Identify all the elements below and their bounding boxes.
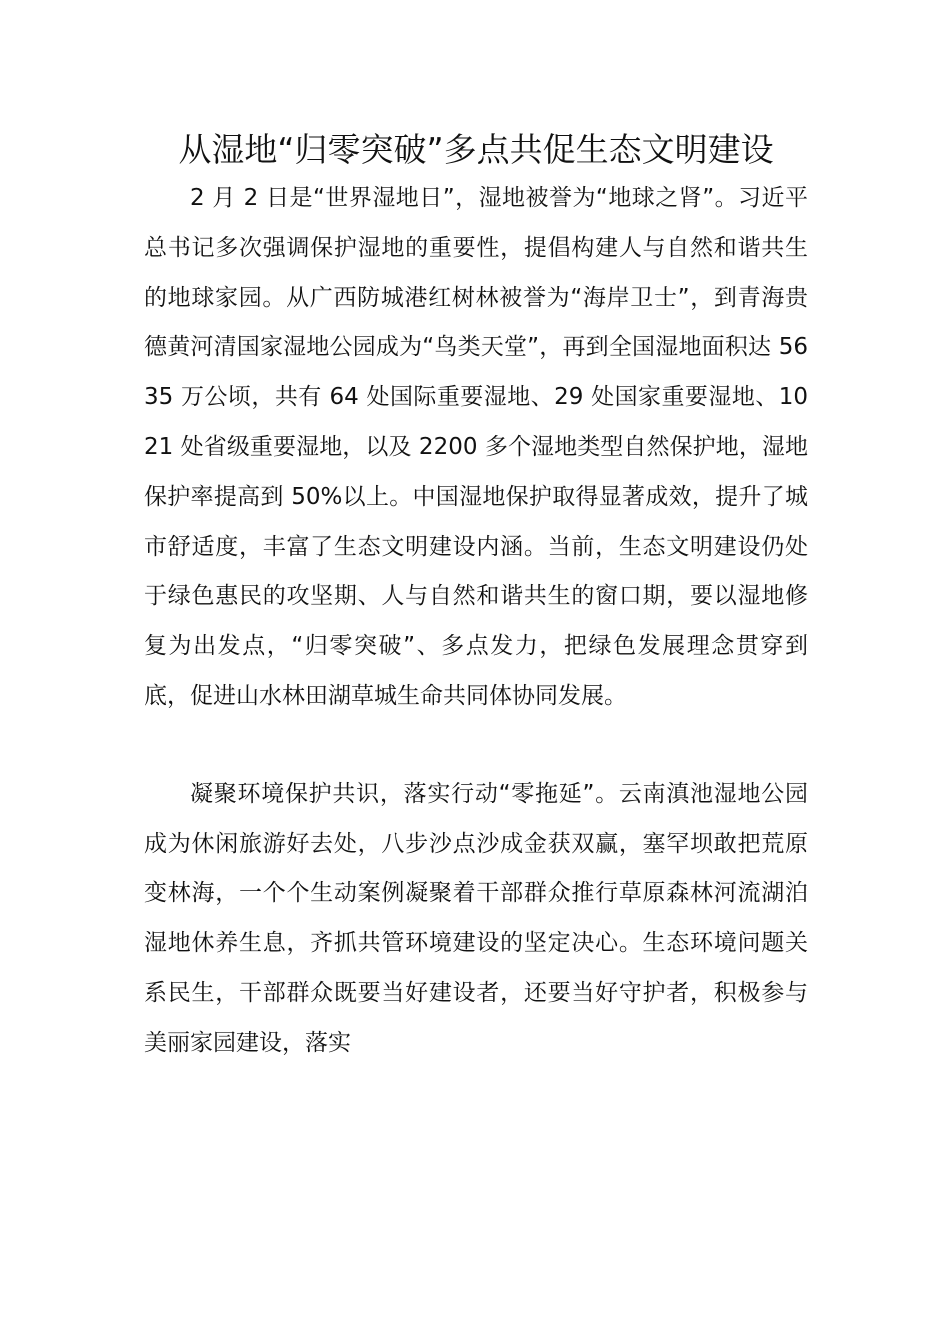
document-title: 从湿地“归零突破”多点共促生态文明建设	[178, 130, 774, 169]
document-page	[144, 126, 808, 1069]
paragraph-1: 2 月 2 日是“世界湿地日”，湿地被誉为“地球之肾”。习近平总书记多次强调保护湿地的重要性，提倡构建人与自然和谐共生的地球家园。从广西防城港红树林被誉为“海岸卫士”，到青海贵德黄河清国家湿地公园成为“鸟类天堂”，再到全国湿地面积达 5635 万公顷，共有 64 处国际重要湿地、29 处国家重要湿地、1021 处省级重要湿地，以及 2200 多个湿地类型自然保护地，湿地保护率提高到 50%以上。中国湿地保护取得显著成效，提升了城市舒适度，丰富了生态文明建设内涵。当前，生态文明建设仍处于绿色惠民的攻坚期、人与自然和谐共生的窗口期，要以湿地修复为出发点，“归零突破”、多点发力，把绿色发展理念贯穿到底，促进山水林田湖草城生命共同体协同发展。	[144, 185, 808, 709]
paragraph-2: 凝聚环境保护共识，落实行动“零拖延”。云南滇池湿地公园成为休闲旅游好去处，八步沙点沙成金获双赢，塞罕坝敢把荒原变林海，一个个生动案例凝聚着干部群众推行草原森林河流湖泊湿地休养生息，齐抓共管环境建设的坚定决心。生态环境问题关系民生，干部群众既要当好建设者，还要当好守护者，积极参与美丽家园建设，落实	[144, 780, 808, 1056]
paragraph-spacer	[144, 722, 808, 770]
